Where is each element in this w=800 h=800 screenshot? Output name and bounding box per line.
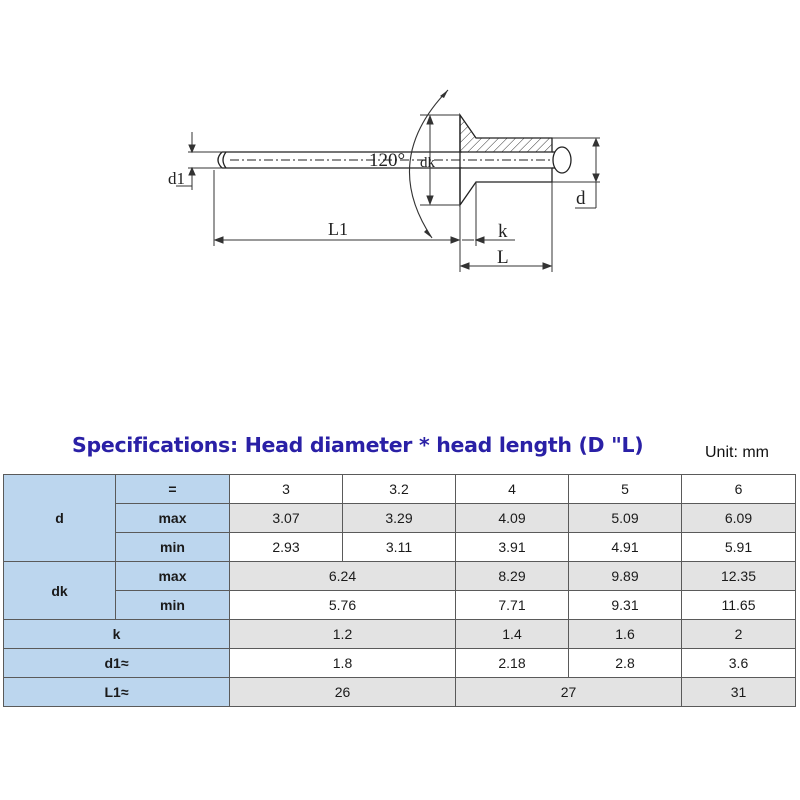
- table-cell: 5.91: [682, 533, 796, 562]
- table-cell: 2.18: [456, 649, 569, 678]
- table-cell: 2: [682, 620, 796, 649]
- table-cell: 26: [230, 678, 456, 707]
- table-cell: 2.93: [230, 533, 343, 562]
- table-cell: 3.07: [230, 504, 343, 533]
- sub-header-max: max: [116, 504, 230, 533]
- table-cell: 1.6: [569, 620, 682, 649]
- table-cell: 5.76: [230, 591, 456, 620]
- L-label: L: [497, 247, 509, 268]
- angle-label: 120°: [369, 150, 406, 171]
- table-row: [4, 649, 796, 678]
- row-header-d1: d1≈: [4, 649, 230, 678]
- table-cell: 3.6: [682, 649, 796, 678]
- table-row: [4, 504, 796, 533]
- table-cell: 3.11: [343, 533, 456, 562]
- table-cell: 9.31: [569, 591, 682, 620]
- table-cell: 5.09: [569, 504, 682, 533]
- table-cell: 4.91: [569, 533, 682, 562]
- table-row: [4, 678, 796, 707]
- table-row: [4, 562, 796, 591]
- sub-header-min: min: [116, 533, 230, 562]
- table-cell: 6.24: [230, 562, 456, 591]
- table-cell: 27: [456, 678, 682, 707]
- table-cell: 4: [456, 475, 569, 504]
- table-cell: 4.09: [456, 504, 569, 533]
- table-cell: 7.71: [456, 591, 569, 620]
- dk-label: dk: [420, 155, 435, 171]
- table-cell: 6.09: [682, 504, 796, 533]
- table-cell: 5: [569, 475, 682, 504]
- spec-table: [3, 474, 796, 707]
- arc-arrow-bottom: [424, 229, 432, 238]
- table-cell: 31: [682, 678, 796, 707]
- table-cell: 1.2: [230, 620, 456, 649]
- row-header-dk: dk: [4, 562, 116, 620]
- row-header-d: d: [4, 475, 116, 562]
- sub-header-max: max: [116, 562, 230, 591]
- mandrel-head-shape: [552, 147, 571, 173]
- d-label: d: [576, 188, 586, 209]
- table-row: [4, 533, 796, 562]
- table-cell: 6: [682, 475, 796, 504]
- table-cell: 9.89: [569, 562, 682, 591]
- table-cell: 3.91: [456, 533, 569, 562]
- table-cell: 2.8: [569, 649, 682, 678]
- table-row: [4, 620, 796, 649]
- row-header-k: k: [4, 620, 230, 649]
- sub-header-min: min: [116, 591, 230, 620]
- table-cell: 3: [230, 475, 343, 504]
- L1-label: L1: [328, 219, 348, 239]
- k-label: k: [498, 221, 508, 242]
- table-cell: 12.35: [682, 562, 796, 591]
- spec-title: Specifications: Head diameter * head length (D "L): [72, 433, 644, 457]
- sub-header-nominal: =: [116, 475, 230, 504]
- table-cell: 11.65: [682, 591, 796, 620]
- table-cell: 1.8: [230, 649, 456, 678]
- table-row: [4, 475, 796, 504]
- d1-label: d1: [168, 169, 185, 188]
- unit-label: Unit: mm: [705, 444, 769, 461]
- table-cell: 8.29: [456, 562, 569, 591]
- table-row: [4, 591, 796, 620]
- table-cell: 3.2: [343, 475, 456, 504]
- row-header-L1: L1≈: [4, 678, 230, 707]
- table-cell: 1.4: [456, 620, 569, 649]
- table-cell: 3.29: [343, 504, 456, 533]
- rivet-technical-drawing: [0, 0, 800, 300]
